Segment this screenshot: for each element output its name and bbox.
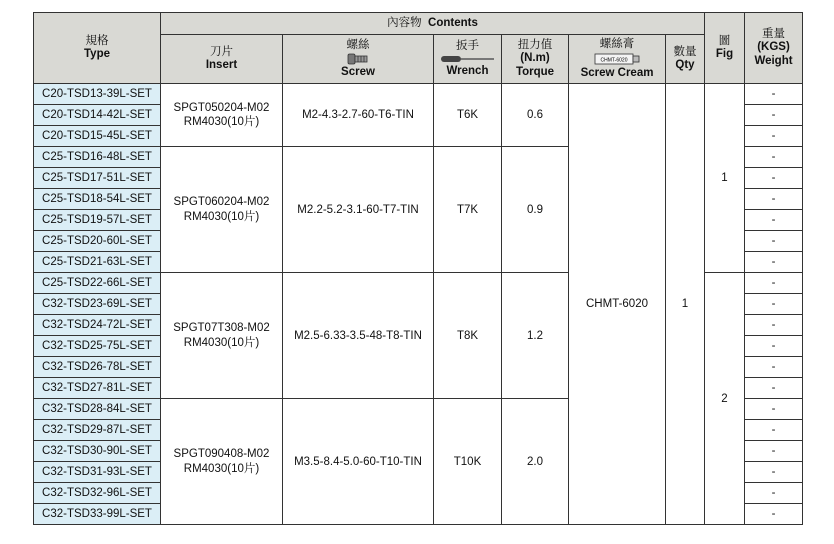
type-cell: C25-TSD18-54L-SET (34, 189, 161, 210)
weight-cell: - (745, 399, 803, 420)
insert-cell (161, 399, 283, 525)
insert-cell (161, 84, 283, 147)
weight-cell: - (745, 483, 803, 504)
weight-cell: - (745, 147, 803, 168)
weight-cell: - (745, 441, 803, 462)
weight-cell: - (745, 420, 803, 441)
header-qty: 數量 Qty (666, 35, 705, 84)
type-cell: C32-TSD24-72L-SET (34, 315, 161, 336)
insert-code: SPGT07T308-M02 (173, 322, 270, 335)
type-cell: C25-TSD19-57L-SET (34, 210, 161, 231)
header-contents: 內容物 Contents (161, 13, 705, 35)
header-insert: 刀片 Insert (161, 35, 283, 84)
type-cell: C32-TSD23-69L-SET (34, 294, 161, 315)
type-cell: C32-TSD28-84L-SET (34, 399, 161, 420)
weight-cell: - (745, 189, 803, 210)
screw-cell: M2-4.3-2.7-60-T6-TIN (283, 84, 434, 147)
insert-cell (161, 147, 283, 273)
weight-cell: - (745, 84, 803, 105)
insert-code: SPGT090408-M02 (173, 448, 270, 461)
spec-table (33, 12, 803, 525)
type-cell: C32-TSD29-87L-SET (34, 420, 161, 441)
screw-cell: M2.2-5.2-3.1-60-T7-TIN (283, 147, 434, 273)
screw-icon (347, 53, 369, 65)
weight-cell: - (745, 294, 803, 315)
fig-cell: 1 (705, 84, 745, 273)
type-cell: C20-TSD13-39L-SET (34, 84, 161, 105)
weight-cell: - (745, 231, 803, 252)
header-screw: 螺絲 Screw (283, 35, 434, 84)
weight-cell: - (745, 315, 803, 336)
type-cell: C20-TSD15-45L-SET (34, 126, 161, 147)
insert-cell (161, 273, 283, 399)
fig-cell: 2 (705, 273, 745, 525)
weight-cell: - (745, 252, 803, 273)
type-cell: C25-TSD17-51L-SET (34, 168, 161, 189)
qty-cell: 1 (666, 84, 705, 525)
cream-tube-icon (594, 52, 640, 66)
wrench-cell: T8K (434, 273, 502, 399)
weight-cell: - (745, 462, 803, 483)
type-cell: C32-TSD26-78L-SET (34, 357, 161, 378)
header-torque: 扭力值 (N.m) Torque (502, 35, 569, 84)
torque-cell: 1.2 (502, 273, 569, 399)
weight-cell: - (745, 168, 803, 189)
wrench-icon (440, 54, 496, 64)
torque-cell: 2.0 (502, 399, 569, 525)
torque-cell: 0.6 (502, 84, 569, 147)
header-screw-cream: 螺絲膏 CHMT-6020 Screw Cream (569, 35, 666, 84)
screw-cell: M3.5-8.4-5.0-60-T10-TIN (283, 399, 434, 525)
screw-cell: M2.5-6.33-3.5-48-T8-TIN (283, 273, 434, 399)
type-cell: C32-TSD27-81L-SET (34, 378, 161, 399)
table-row (34, 84, 803, 105)
header-fig: 圖 Fig (705, 13, 745, 84)
type-cell: C32-TSD30-90L-SET (34, 441, 161, 462)
insert-grade: RM4030(10片) (183, 210, 260, 223)
weight-cell: - (745, 273, 803, 294)
insert-code: SPGT060204-M02 (173, 196, 270, 209)
type-cell: C32-TSD31-93L-SET (34, 462, 161, 483)
torque-cell: 0.9 (502, 147, 569, 273)
wrench-cell: T7K (434, 147, 502, 273)
type-cell: C25-TSD22-66L-SET (34, 273, 161, 294)
screw-cream-cell: CHMT-6020 (569, 84, 666, 525)
insert-grade: RM4030(10片) (183, 462, 260, 475)
header-weight: 重量 (KGS) Weight (745, 13, 803, 84)
header-type: 規格 Type (34, 13, 161, 84)
type-cell: C25-TSD20-60L-SET (34, 231, 161, 252)
weight-cell: - (745, 126, 803, 147)
weight-cell: - (745, 357, 803, 378)
weight-cell: - (745, 210, 803, 231)
insert-grade: RM4030(10片) (183, 336, 260, 349)
type-cell: C32-TSD25-75L-SET (34, 336, 161, 357)
type-cell: C20-TSD14-42L-SET (34, 105, 161, 126)
type-cell: C25-TSD21-63L-SET (34, 252, 161, 273)
header-wrench: 扳手 Wrench (434, 35, 502, 84)
type-cell: C25-TSD16-48L-SET (34, 147, 161, 168)
weight-cell: - (745, 378, 803, 399)
insert-code: SPGT050204-M02 (173, 101, 270, 114)
wrench-cell: T10K (434, 399, 502, 525)
weight-cell: - (745, 336, 803, 357)
type-cell: C32-TSD32-96L-SET (34, 483, 161, 504)
weight-cell: - (745, 504, 803, 525)
weight-cell: - (745, 105, 803, 126)
wrench-cell: T6K (434, 84, 502, 147)
insert-grade: RM4030(10片) (183, 116, 260, 128)
tube-label: CHMT-6020 (600, 57, 628, 64)
type-cell: C32-TSD33-99L-SET (34, 504, 161, 525)
